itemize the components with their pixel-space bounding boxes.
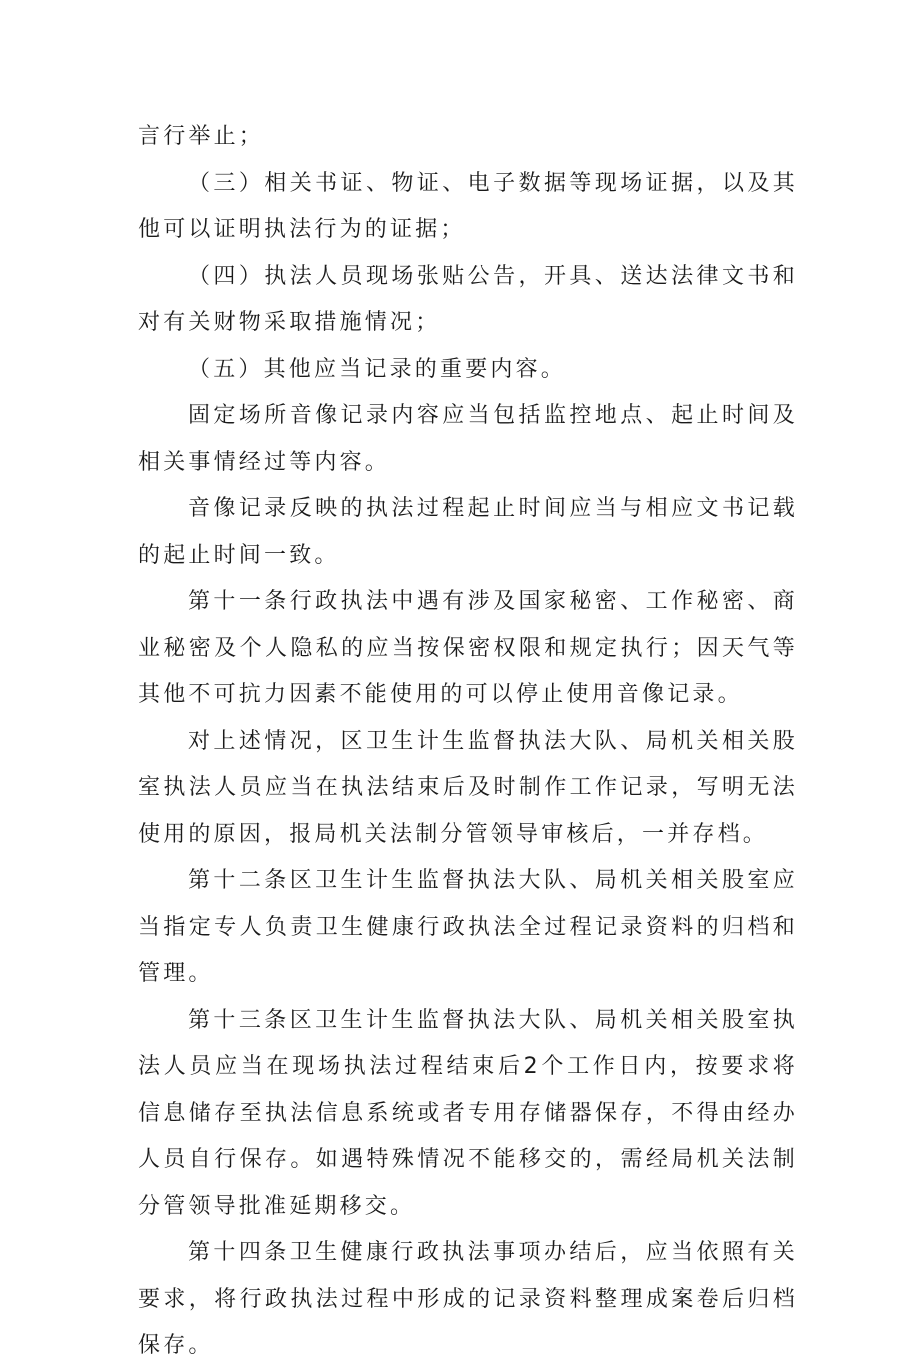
- paragraph: 第十三条区卫生计生监督执法大队、局机关相关股室执法人员应当在现场执法过程结束后2个工作日内，按要求将信息储存至执法信息系统或者专用存储器保存，不得由经办人员自行保存。如遇特殊情况不能移交的，需经局机关法制分管领导批准延期移交。: [138, 1007, 798, 1219]
- paragraph: 音像记录反映的执法过程起止时间应当与相应文书记载的起止时间一致。: [138, 496, 798, 568]
- document-body: [138, 114, 798, 1370]
- paragraph: 第十一条行政执法中遇有涉及国家秘密、工作秘密、商业秘密及个人隐私的应当按保密权限和规定执行；因天气等其他不可抗力因素不能使用的可以停止使用音像记录。: [138, 589, 798, 707]
- paragraph: 对上述情况，区卫生计生监督执法大队、局机关相关股室执法人员应当在执法结束后及时制作工作记录，写明无法使用的原因，报局机关法制分管领导审核后，一并存档。: [138, 728, 798, 847]
- paragraph: 第十四条卫生健康行政执法事项办结后，应当依照有关要求，将行政执法过程中形成的记录资料整理成案卷后归档保存。: [138, 1240, 798, 1358]
- paragraph: （三）相关书证、物证、电子数据等现场证据，以及其他可以证明执法行为的证据；: [138, 170, 798, 242]
- paragraph: 言行举止；: [138, 124, 265, 149]
- paragraph: （四）执法人员现场张贴公告，开具、送达法律文书和对有关财物采取措施情况；: [138, 263, 798, 335]
- paragraph: 固定场所音像记录内容应当包括监控地点、起止时间及相关事情经过等内容。: [138, 403, 798, 475]
- paragraph: （五）其他应当记录的重要内容。: [188, 356, 567, 382]
- paragraph: 第十二条区卫生计生监督执法大队、局机关相关股室应当指定专人负责卫生健康行政执法全过程记录资料的归档和管理。: [138, 868, 798, 986]
